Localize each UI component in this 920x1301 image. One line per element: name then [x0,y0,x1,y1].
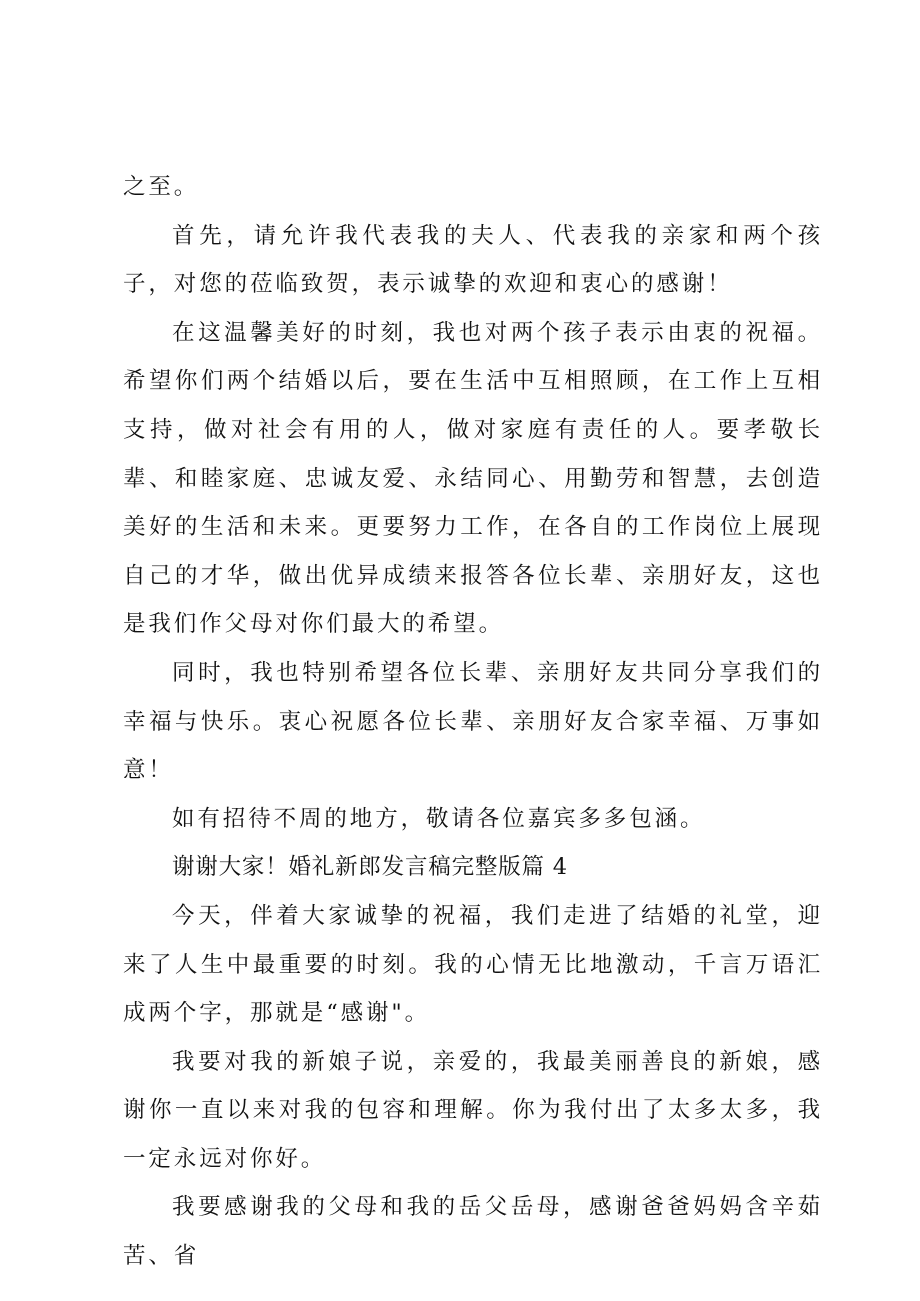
paragraph-to-bride: 我要对我的新娘子说，亲爱的，我最美丽善良的新娘，感谢你一直以来对我的包容和理解。你为我付出了太多太多，我一定永远对你好。 [123,1048,823,1172]
document-body [123,163,823,1281]
paragraph-apology: 如有招待不周的地方，敬请各位嘉宾多多包涵。 [172,805,706,832]
paragraph-share-happiness: 同时，我也特别希望各位长辈、亲朋好友共同分享我们的幸福与快乐。衷心祝愿各位长辈、亲朋好友合家幸福、万事如意！ [123,659,823,784]
paragraph-welcome: 首先，请允许我代表我的夫人、代表我的亲家和两个孩子，对您的莅临致贺，表示诚挚的欢迎和衷心的感谢！ [123,222,823,298]
paragraph-to-parents: 我要感谢我的父母和我的岳父岳母，感谢爸爸妈妈含辛茹苦、省 [123,1194,823,1270]
paragraph-gratitude: 今天，伴着大家诚挚的祝福，我们走进了结婚的礼堂，迎来了人生中最重要的时刻。我的心情无比地激动，千言万语汇成两个字，那就是“感谢"。 [123,902,823,1027]
paragraph-blessing: 在这温馨美好的时刻，我也对两个孩子表示由衷的祝福。希望你们两个结婚以后，要在生活中互相照顾，在工作上互相支持，做对社会有用的人，做对家庭有责任的人。要孝敬长辈、和睦家庭、忠诚友爱、永结同心、用勤劳和智慧，去创造美好的生活和未来。更要努力工作，在各自的工作岗位上展现自己的才华，做出优异成绩来报答各位长辈、亲朋好友，这也是我们作父母对你们最大的希望。 [123,319,823,638]
section-heading: 谢谢大家！婚礼新郎发言稿完整版篇 4 [172,854,568,881]
paragraph-closing-fragment: 之至。 [123,174,200,200]
